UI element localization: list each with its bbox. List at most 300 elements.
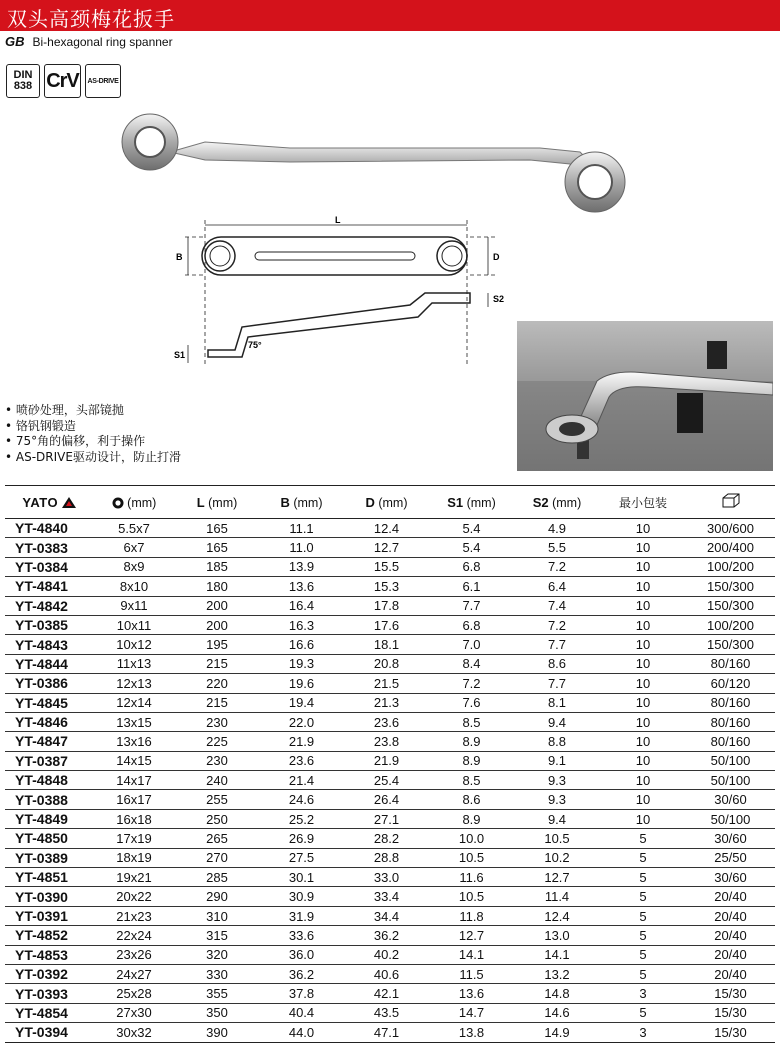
table-cell: 26.4 <box>344 790 429 809</box>
table-cell: 27.1 <box>344 809 429 828</box>
table-row <box>5 519 775 538</box>
table-cell: 19.4 <box>259 693 344 712</box>
table-cell: 5 <box>600 1003 686 1022</box>
table-cell: 230 <box>175 712 259 731</box>
table-cell: 13.9 <box>259 557 344 576</box>
table-cell: 8.1 <box>514 693 600 712</box>
table-cell: 36.0 <box>259 945 344 964</box>
col-min-pack: 最小包装 <box>600 486 686 519</box>
table-cell: 150/300 <box>686 596 775 615</box>
product-code: YT-0392 <box>5 964 93 983</box>
title-bar <box>0 0 780 31</box>
table-row <box>5 964 775 983</box>
feature-item: • 喷砂处理，头部镜抛 <box>5 403 124 417</box>
table-cell: 355 <box>175 984 259 1003</box>
table-cell: 37.8 <box>259 984 344 1003</box>
product-code: YT-4844 <box>5 654 93 673</box>
table-cell: 15.3 <box>344 577 429 596</box>
table-cell: 16x18 <box>93 809 175 828</box>
product-code: YT-4853 <box>5 945 93 964</box>
table-cell: 10 <box>600 712 686 731</box>
table-row <box>5 868 775 887</box>
table-row <box>5 557 775 576</box>
table-cell: 100/200 <box>686 615 775 634</box>
table-cell: 33.4 <box>344 887 429 906</box>
table-cell: 7.2 <box>429 674 514 693</box>
table-cell: 13.0 <box>514 926 600 945</box>
table-cell: 5.5x7 <box>93 519 175 538</box>
table-cell: 18x19 <box>93 848 175 867</box>
table-cell: 9.4 <box>514 712 600 731</box>
table-cell: 34.4 <box>344 906 429 925</box>
table-cell: 290 <box>175 887 259 906</box>
table-cell: 9x11 <box>93 596 175 615</box>
table-cell: 150/300 <box>686 635 775 654</box>
table-cell: 9.3 <box>514 790 600 809</box>
table-row <box>5 538 775 557</box>
table-row <box>5 596 775 615</box>
table-cell: 5.4 <box>429 538 514 557</box>
dim-d-label: D <box>493 252 500 262</box>
table-cell: 30/60 <box>686 790 775 809</box>
table-row <box>5 732 775 751</box>
product-code: YT-0390 <box>5 887 93 906</box>
page-title: 双头高颈梅花扳手 <box>7 7 175 31</box>
table-row <box>5 809 775 828</box>
table-cell: 240 <box>175 771 259 790</box>
table-row <box>5 577 775 596</box>
table-cell: 14.6 <box>514 1003 600 1022</box>
table-cell: 22x24 <box>93 926 175 945</box>
table-cell: 15.5 <box>344 557 429 576</box>
table-cell: 9.1 <box>514 751 600 770</box>
table-cell: 12.4 <box>344 519 429 538</box>
ring-size-icon <box>112 497 124 509</box>
table-cell: 5 <box>600 887 686 906</box>
table-cell: 270 <box>175 848 259 867</box>
table-cell: 10.5 <box>429 887 514 906</box>
product-code: YT-0383 <box>5 538 93 557</box>
product-code: YT-4852 <box>5 926 93 945</box>
product-code: YT-0388 <box>5 790 93 809</box>
feature-item: • 铬钒钢锻造 <box>5 418 76 433</box>
table-cell: 10x12 <box>93 635 175 654</box>
table-cell: 12x14 <box>93 693 175 712</box>
product-code: YT-4842 <box>5 596 93 615</box>
product-code: YT-4843 <box>5 635 93 654</box>
table-cell: 10 <box>600 615 686 634</box>
table-cell: 195 <box>175 635 259 654</box>
table-cell: 21.9 <box>344 751 429 770</box>
table-cell: 8.9 <box>429 809 514 828</box>
table-cell: 10 <box>600 674 686 693</box>
table-row <box>5 848 775 867</box>
table-cell: 215 <box>175 654 259 673</box>
din-label: DIN <box>13 69 33 81</box>
table-cell: 16.6 <box>259 635 344 654</box>
product-code: YT-4845 <box>5 693 93 712</box>
table-cell: 8.9 <box>429 732 514 751</box>
table-cell: 43.5 <box>344 1003 429 1022</box>
din-number: 838 <box>13 80 33 92</box>
table-cell: 250 <box>175 809 259 828</box>
table-cell: 12x13 <box>93 674 175 693</box>
table-cell: 8.5 <box>429 712 514 731</box>
table-cell: 10 <box>600 790 686 809</box>
table-cell: 12.4 <box>514 906 600 925</box>
table-cell: 225 <box>175 732 259 751</box>
table-row <box>5 615 775 634</box>
table-cell: 13.6 <box>429 984 514 1003</box>
table-cell: 10.2 <box>514 848 600 867</box>
product-code: YT-0394 <box>5 1023 93 1042</box>
table-cell: 18.1 <box>344 635 429 654</box>
crv-label: CrV <box>46 69 79 92</box>
table-cell: 23x26 <box>93 945 175 964</box>
table-cell: 10 <box>600 771 686 790</box>
table-cell: 10 <box>600 751 686 770</box>
table-cell: 80/160 <box>686 654 775 673</box>
table-cell: 40.6 <box>344 964 429 983</box>
dim-s2-label: S2 <box>493 294 505 304</box>
table-cell: 21.9 <box>259 732 344 751</box>
table-cell: 9.3 <box>514 771 600 790</box>
product-code: YT-4840 <box>5 519 93 538</box>
table-cell: 27x30 <box>93 1003 175 1022</box>
table-cell: 20/40 <box>686 887 775 906</box>
table-cell: 6.8 <box>429 615 514 634</box>
product-code: YT-0393 <box>5 984 93 1003</box>
table-cell: 100/200 <box>686 557 775 576</box>
table-cell: 315 <box>175 926 259 945</box>
table-cell: 7.7 <box>429 596 514 615</box>
table-row <box>5 790 775 809</box>
table-cell: 3 <box>600 984 686 1003</box>
table-row <box>5 635 775 654</box>
table-cell: 10 <box>600 809 686 828</box>
table-cell: 165 <box>175 519 259 538</box>
table-cell: 12.7 <box>514 868 600 887</box>
table-cell: 23.6 <box>259 751 344 770</box>
table-cell: 8.6 <box>514 654 600 673</box>
table-cell: 5 <box>600 945 686 964</box>
table-cell: 50/100 <box>686 809 775 828</box>
table-cell: 31.9 <box>259 906 344 925</box>
din-badge <box>6 64 40 98</box>
table-cell: 19.6 <box>259 674 344 693</box>
table-cell: 390 <box>175 1023 259 1042</box>
table-cell: 17.6 <box>344 615 429 634</box>
table-cell: 22.0 <box>259 712 344 731</box>
table-cell: 23.8 <box>344 732 429 751</box>
carton-box-icon <box>722 493 740 508</box>
table-cell: 25x28 <box>93 984 175 1003</box>
col-s2: S2 (mm) <box>514 486 600 519</box>
table-row <box>5 654 775 673</box>
table-cell: 25/50 <box>686 848 775 867</box>
table-cell: 6.4 <box>514 577 600 596</box>
product-code: YT-0386 <box>5 674 93 693</box>
feature-item: • 75°角的偏移，利于操作 <box>5 434 146 448</box>
table-cell: 14.8 <box>514 984 600 1003</box>
product-code: YT-0389 <box>5 848 93 867</box>
table-cell: 6x7 <box>93 538 175 557</box>
product-code: YT-4841 <box>5 577 93 596</box>
table-cell: 310 <box>175 906 259 925</box>
col-size: (mm) <box>93 486 175 519</box>
table-cell: 11x13 <box>93 654 175 673</box>
table-row <box>5 829 775 848</box>
table-cell: 33.6 <box>259 926 344 945</box>
table-cell: 27.5 <box>259 848 344 867</box>
product-code: YT-4851 <box>5 868 93 887</box>
product-code: YT-0391 <box>5 906 93 925</box>
table-cell: 47.1 <box>344 1023 429 1042</box>
col-d: D (mm) <box>344 486 429 519</box>
feature-item: • AS-DRIVE驱动设计，防止打滑 <box>5 449 181 464</box>
table-row <box>5 945 775 964</box>
table-row <box>5 926 775 945</box>
table-row <box>5 906 775 925</box>
table-cell: 10 <box>600 557 686 576</box>
table-cell: 20.8 <box>344 654 429 673</box>
table-cell: 10.5 <box>429 848 514 867</box>
table-cell: 230 <box>175 751 259 770</box>
table-cell: 7.6 <box>429 693 514 712</box>
table-cell: 5 <box>600 868 686 887</box>
table-cell: 7.0 <box>429 635 514 654</box>
table-cell: 20/40 <box>686 906 775 925</box>
table-cell: 5 <box>600 926 686 945</box>
table-cell: 10 <box>600 538 686 557</box>
table-cell: 60/120 <box>686 674 775 693</box>
table-header-row <box>5 486 775 519</box>
table-cell: 42.1 <box>344 984 429 1003</box>
table-cell: 10 <box>600 693 686 712</box>
badge-row <box>6 64 121 98</box>
yato-triangle-icon <box>62 497 76 508</box>
table-cell: 200/400 <box>686 538 775 557</box>
table-cell: 185 <box>175 557 259 576</box>
table-cell: 23.6 <box>344 712 429 731</box>
table-cell: 11.1 <box>259 519 344 538</box>
table-cell: 8.6 <box>429 790 514 809</box>
table-cell: 15/30 <box>686 984 775 1003</box>
table-cell: 14.1 <box>429 945 514 964</box>
table-cell: 13.2 <box>514 964 600 983</box>
product-code: YT-4850 <box>5 829 93 848</box>
product-code: YT-0385 <box>5 615 93 634</box>
table-cell: 8.4 <box>429 654 514 673</box>
table-cell: 30/60 <box>686 868 775 887</box>
table-row <box>5 1003 775 1022</box>
table-cell: 10 <box>600 596 686 615</box>
table-cell: 285 <box>175 868 259 887</box>
table-cell: 80/160 <box>686 693 775 712</box>
table-cell: 320 <box>175 945 259 964</box>
table-row <box>5 693 775 712</box>
table-cell: 200 <box>175 615 259 634</box>
table-cell: 10 <box>600 519 686 538</box>
as-drive-badge <box>85 64 121 98</box>
wrench-product-image <box>110 112 635 217</box>
table-row <box>5 984 775 1003</box>
dim-l-label: L <box>335 215 341 225</box>
table-cell: 16x17 <box>93 790 175 809</box>
table-cell: 9.4 <box>514 809 600 828</box>
table-cell: 28.8 <box>344 848 429 867</box>
table-cell: 24.6 <box>259 790 344 809</box>
table-cell: 19.3 <box>259 654 344 673</box>
spec-table <box>5 485 775 1043</box>
table-cell: 11.4 <box>514 887 600 906</box>
table-cell: 5 <box>600 906 686 925</box>
brand-name: YATO <box>22 494 59 510</box>
table-cell: 11.0 <box>259 538 344 557</box>
table-cell: 350 <box>175 1003 259 1022</box>
table-cell: 300/600 <box>686 519 775 538</box>
table-cell: 13.6 <box>259 577 344 596</box>
table-row <box>5 712 775 731</box>
table-cell: 220 <box>175 674 259 693</box>
table-cell: 36.2 <box>259 964 344 983</box>
table-cell: 10 <box>600 577 686 596</box>
table-cell: 33.0 <box>344 868 429 887</box>
table-cell: 265 <box>175 829 259 848</box>
brand-logo <box>5 486 93 519</box>
table-row <box>5 771 775 790</box>
table-cell: 44.0 <box>259 1023 344 1042</box>
table-cell: 24x27 <box>93 964 175 983</box>
product-code: YT-4854 <box>5 1003 93 1022</box>
table-cell: 15/30 <box>686 1003 775 1022</box>
table-cell: 14x17 <box>93 771 175 790</box>
product-code: YT-4849 <box>5 809 93 828</box>
table-cell: 36.2 <box>344 926 429 945</box>
table-cell: 13x16 <box>93 732 175 751</box>
table-cell: 7.2 <box>514 557 600 576</box>
col-carton <box>686 486 775 519</box>
table-cell: 165 <box>175 538 259 557</box>
table-row <box>5 887 775 906</box>
table-cell: 3 <box>600 1023 686 1042</box>
table-cell: 11.5 <box>429 964 514 983</box>
table-cell: 16.4 <box>259 596 344 615</box>
table-cell: 7.2 <box>514 615 600 634</box>
table-cell: 21.3 <box>344 693 429 712</box>
table-cell: 80/160 <box>686 712 775 731</box>
dimension-diagram <box>170 215 515 375</box>
table-cell: 40.4 <box>259 1003 344 1022</box>
col-b: B (mm) <box>259 486 344 519</box>
table-cell: 5.4 <box>429 519 514 538</box>
table-cell: 30/60 <box>686 829 775 848</box>
table-cell: 17.8 <box>344 596 429 615</box>
table-cell: 15/30 <box>686 1023 775 1042</box>
subtitle <box>5 34 173 49</box>
table-cell: 16.3 <box>259 615 344 634</box>
table-cell: 21.4 <box>259 771 344 790</box>
usage-photo <box>517 321 773 471</box>
table-cell: 30.1 <box>259 868 344 887</box>
table-cell: 10 <box>600 635 686 654</box>
table-cell: 150/300 <box>686 577 775 596</box>
table-cell: 25.4 <box>344 771 429 790</box>
table-cell: 13.8 <box>429 1023 514 1042</box>
feature-list <box>5 403 181 465</box>
table-cell: 20/40 <box>686 964 775 983</box>
table-cell: 20/40 <box>686 945 775 964</box>
table-cell: 17x19 <box>93 829 175 848</box>
table-cell: 7.7 <box>514 635 600 654</box>
table-cell: 10 <box>600 732 686 751</box>
table-cell: 10.0 <box>429 829 514 848</box>
table-cell: 50/100 <box>686 771 775 790</box>
table-cell: 20x22 <box>93 887 175 906</box>
table-cell: 5 <box>600 829 686 848</box>
table-cell: 14.9 <box>514 1023 600 1042</box>
table-cell: 11.6 <box>429 868 514 887</box>
table-cell: 20/40 <box>686 926 775 945</box>
table-cell: 180 <box>175 577 259 596</box>
table-cell: 10 <box>600 654 686 673</box>
dim-b-label: B <box>176 252 183 262</box>
table-cell: 80/160 <box>686 732 775 751</box>
table-cell: 5 <box>600 848 686 867</box>
table-cell: 6.8 <box>429 557 514 576</box>
table-cell: 14.7 <box>429 1003 514 1022</box>
table-cell: 330 <box>175 964 259 983</box>
col-l: L (mm) <box>175 486 259 519</box>
table-cell: 26.9 <box>259 829 344 848</box>
table-cell: 30x32 <box>93 1023 175 1042</box>
angle-label: 75° <box>248 340 262 350</box>
table-cell: 8.8 <box>514 732 600 751</box>
table-row <box>5 674 775 693</box>
table-cell: 25.2 <box>259 809 344 828</box>
table-cell: 40.2 <box>344 945 429 964</box>
dim-s1-label: S1 <box>174 350 186 360</box>
table-cell: 8x9 <box>93 557 175 576</box>
table-cell: 10.5 <box>514 829 600 848</box>
subtitle-text: Bi-hexagonal ring spanner <box>32 35 173 49</box>
product-code: YT-0384 <box>5 557 93 576</box>
table-cell: 8.9 <box>429 751 514 770</box>
as-drive-label: AS-DRIVE <box>87 77 119 85</box>
table-cell: 21.5 <box>344 674 429 693</box>
table-cell: 255 <box>175 790 259 809</box>
table-row <box>5 751 775 770</box>
table-cell: 28.2 <box>344 829 429 848</box>
table-cell: 11.8 <box>429 906 514 925</box>
table-cell: 7.7 <box>514 674 600 693</box>
table-cell: 30.9 <box>259 887 344 906</box>
table-cell: 215 <box>175 693 259 712</box>
product-code: YT-4846 <box>5 712 93 731</box>
table-cell: 12.7 <box>429 926 514 945</box>
table-cell: 13x15 <box>93 712 175 731</box>
table-cell: 10x11 <box>93 615 175 634</box>
table-cell: 200 <box>175 596 259 615</box>
table-cell: 21x23 <box>93 906 175 925</box>
table-cell: 14.1 <box>514 945 600 964</box>
col-s1: S1 (mm) <box>429 486 514 519</box>
table-cell: 19x21 <box>93 868 175 887</box>
table-cell: 8.5 <box>429 771 514 790</box>
table-cell: 50/100 <box>686 751 775 770</box>
table-cell: 5.5 <box>514 538 600 557</box>
table-cell: 8x10 <box>93 577 175 596</box>
